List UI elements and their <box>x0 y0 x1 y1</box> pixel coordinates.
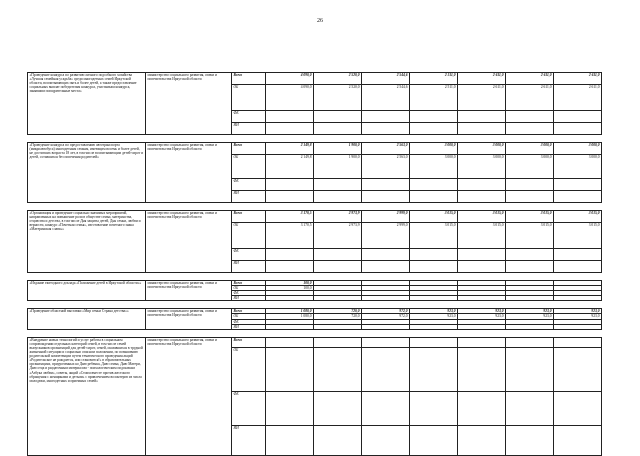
page-number: 26 <box>317 18 323 24</box>
amount-cell <box>410 191 458 203</box>
amount-cell <box>554 249 602 261</box>
amount-cell: 2 563,0 <box>362 155 410 179</box>
program-name: «Внедрение новых технологий и услуг работы в социальном сопровождении отдельных категорий семей, в том числе семей выпускников организаций для детей-сирот, семей, оказавшихся в трудной жизненной ситуации и социально опасном положении, по повышению родительской компетенции путем тематического проведения акций «Родительское не рождается, или становится!» в образовательных организациях, приуроченных ко Дню ребенка, Дню семьи, Дню Матери, Дню отца и раздаточным материалом - психологическим подсказкам «Азбука любви», советы, акций «Стоим вместе против жестокого обращения с женщинами и детьми» с привлечением волонтеров из числа молодежи, многодетных и приемных семей» <box>28 337 146 455</box>
funding-row <box>28 73 602 85</box>
amount-cell: 3 170,5 <box>266 211 314 223</box>
amount-cell <box>410 249 458 261</box>
amount-cell <box>458 337 506 347</box>
amount-cell: 2 999,0 <box>362 211 410 223</box>
amount-cell <box>410 179 458 191</box>
amount-cell <box>506 337 554 347</box>
funding-source-label: ФБ <box>232 319 266 324</box>
program-executor: министерство социального развития, опеки и попечительства Иркутской области <box>146 309 232 329</box>
funding-source-label: ИИ <box>232 261 266 273</box>
amount-cell <box>506 347 554 391</box>
amount-cell: 3 015,0 <box>506 223 554 249</box>
amount-cell <box>314 391 362 425</box>
amount-cell <box>362 111 410 123</box>
program-executor: министерство социального развития, опеки и попечительства Иркутской области <box>146 337 232 455</box>
amount-cell <box>266 111 314 123</box>
amount-cell <box>506 425 554 455</box>
amount-cell <box>554 337 602 347</box>
amount-cell: 3 000,0 <box>458 155 506 179</box>
amount-cell: 2 520,0 <box>314 73 362 85</box>
funding-source-label: ФБ <box>232 179 266 191</box>
section-gap <box>28 329 602 337</box>
amount-cell: 2 611,0 <box>458 73 506 85</box>
amount-cell <box>362 337 410 347</box>
amount-cell <box>554 179 602 191</box>
funding-source-label: ФБ <box>232 111 266 123</box>
amount-cell <box>266 425 314 455</box>
amount-cell: 923,0 <box>554 314 602 319</box>
funding-source-label: ФБ <box>232 291 266 296</box>
amount-cell <box>314 111 362 123</box>
program-executor: министерство социального развития, опеки и попечительства Иркутской области <box>146 143 232 203</box>
amount-cell: 923,0 <box>410 314 458 319</box>
amount-cell: 923,0 <box>458 309 506 314</box>
amount-cell: 2 611,0 <box>506 85 554 111</box>
amount-cell: 2 611,0 <box>506 73 554 85</box>
amount-cell: 3 015,0 <box>458 211 506 223</box>
amount-cell <box>554 425 602 455</box>
program-name: «Проведение областной выставки «Мир семьи Страна детства»» <box>28 309 146 329</box>
amount-cell <box>506 249 554 261</box>
amount-cell: 1 900,0 <box>314 155 362 179</box>
amount-cell: 2 611,0 <box>458 85 506 111</box>
funding-source-label: ОБ <box>232 314 266 319</box>
amount-cell <box>266 347 314 391</box>
amount-cell <box>266 123 314 135</box>
funding-source-label: ИИ <box>232 425 266 455</box>
funding-source-label: ИИ <box>232 123 266 135</box>
amount-cell: 3 000,0 <box>554 143 602 155</box>
amount-cell: 3 000,0 <box>506 143 554 155</box>
section-gap <box>28 301 602 309</box>
amount-cell: 2 544,6 <box>362 85 410 111</box>
amount-cell: 2 563,0 <box>362 143 410 155</box>
program-name: «Проведение конкурса по предоставлению автотранспорта (микроавтобуса) многодетным семьям, имеющим восемь и более детей, не достигших возраста 18 лет, в том числе воспитывающим детей-сирот и детей, оставшихся без попечения родителей» <box>28 143 146 203</box>
amount-cell <box>554 111 602 123</box>
funding-source-label: ОБ <box>232 286 266 291</box>
amount-cell: 3 015,0 <box>410 211 458 223</box>
amount-cell: 3 015,0 <box>410 223 458 249</box>
amount-cell <box>362 425 410 455</box>
amount-cell: 923,0 <box>458 314 506 319</box>
program-name: «Организация и проведение социально значимых мероприятий, направленных на повышение роли в обществе семьи, материнства, отцовства и детства, в том числе Дня защиты детей, Дня семьи, любви и верности, конкурс «Почетная семья», изготовление почетного знака «Материнская слава»» <box>28 211 146 273</box>
amount-cell <box>266 261 314 273</box>
funding-source-label: Всего <box>232 211 266 223</box>
amount-cell <box>410 391 458 425</box>
amount-cell <box>410 347 458 391</box>
funding-source-label: ОБ <box>232 347 266 391</box>
amount-cell: 1 900,0 <box>314 143 362 155</box>
amount-cell <box>362 179 410 191</box>
funding-source-label: Всего <box>232 73 266 85</box>
amount-cell <box>458 179 506 191</box>
amount-cell <box>362 347 410 391</box>
amount-cell <box>314 337 362 347</box>
amount-cell: 2 611,0 <box>554 85 602 111</box>
amount-cell: 100,0 <box>266 286 314 291</box>
amount-cell <box>458 347 506 391</box>
funding-source-label: ФБ <box>232 391 266 425</box>
amount-cell <box>314 123 362 135</box>
amount-cell: 3 000,0 <box>458 143 506 155</box>
amount-cell <box>458 425 506 455</box>
gap-cell <box>28 329 602 337</box>
program-name: «Проведение конкурса по развитию личного подсобного хозяйства «Лучшая семейная усадьба» среди многодетных семей Иркутской области, воспитывающих пять и более детей, а также предоставление социальных выплат победителям конкурса, участникам конкурса, занявшим поощрительные места» <box>28 73 146 135</box>
program-executor: министерство социального развития, опеки и попечительства Иркутской области <box>146 281 232 301</box>
amount-cell: 3 015,0 <box>554 211 602 223</box>
amount-cell <box>554 391 602 425</box>
funding-source-label: ОБ <box>232 223 266 249</box>
amount-cell: 3 000,0 <box>554 155 602 179</box>
gap-cell <box>28 135 602 143</box>
amount-cell <box>362 249 410 261</box>
funding-source-label: Всего <box>232 337 266 347</box>
amount-cell <box>314 179 362 191</box>
amount-cell: 3 170,5 <box>266 223 314 249</box>
amount-cell: 2 973,9 <box>314 223 362 249</box>
funding-source-label: Всего <box>232 143 266 155</box>
gap-cell <box>28 273 602 281</box>
amount-cell <box>314 191 362 203</box>
amount-cell: 3 015,0 <box>506 211 554 223</box>
funding-source-label: ФБ <box>232 249 266 261</box>
amount-cell <box>554 191 602 203</box>
amount-cell: 3 015,0 <box>458 223 506 249</box>
amount-cell <box>314 249 362 261</box>
program-funding-table <box>27 72 602 456</box>
amount-cell <box>314 425 362 455</box>
amount-cell: 972,0 <box>362 309 410 314</box>
gap-cell <box>28 301 602 309</box>
amount-cell <box>410 425 458 455</box>
amount-cell <box>458 123 506 135</box>
amount-cell <box>266 249 314 261</box>
amount-cell: 720,0 <box>314 314 362 319</box>
amount-cell: 923,0 <box>506 314 554 319</box>
amount-cell: 2 149,8 <box>266 155 314 179</box>
amount-cell: 923,0 <box>506 309 554 314</box>
amount-cell: 3 000,0 <box>410 155 458 179</box>
amount-cell <box>410 337 458 347</box>
amount-cell <box>554 347 602 391</box>
amount-cell <box>458 261 506 273</box>
amount-cell <box>410 261 458 273</box>
amount-cell: 2 611,0 <box>554 73 602 85</box>
funding-source-label: Всего <box>232 309 266 314</box>
section-gap <box>28 135 602 143</box>
amount-cell: 2 511,0 <box>410 73 458 85</box>
funding-source-label: ИИ <box>232 324 266 329</box>
amount-cell <box>458 191 506 203</box>
amount-cell <box>314 347 362 391</box>
funding-row <box>28 211 602 223</box>
section-gap <box>28 203 602 211</box>
amount-cell: 3 000,0 <box>506 155 554 179</box>
amount-cell: 720,0 <box>314 309 362 314</box>
amount-cell <box>554 123 602 135</box>
amount-cell: 3 015,0 <box>554 223 602 249</box>
section-gap <box>28 273 602 281</box>
amount-cell <box>458 249 506 261</box>
gap-cell <box>28 203 602 211</box>
amount-cell <box>362 123 410 135</box>
amount-cell <box>362 261 410 273</box>
amount-cell <box>266 191 314 203</box>
amount-cell <box>362 391 410 425</box>
amount-cell <box>458 111 506 123</box>
amount-cell: 4 090,0 <box>266 85 314 111</box>
funding-source-label: ИИ <box>232 296 266 301</box>
amount-cell <box>506 261 554 273</box>
amount-cell <box>506 111 554 123</box>
amount-cell: 2 511,0 <box>410 85 458 111</box>
amount-cell: 923,0 <box>410 309 458 314</box>
funding-source-label: ИИ <box>232 191 266 203</box>
funding-row <box>28 143 602 155</box>
program-name: «Издание ежегодного доклада «Положение детей в Иркутской области»» <box>28 281 146 301</box>
amount-cell: 972,0 <box>362 314 410 319</box>
amount-cell: 2 149,8 <box>266 143 314 155</box>
amount-cell <box>554 261 602 273</box>
amount-cell: 4 090,0 <box>266 73 314 85</box>
amount-cell: 2 973,9 <box>314 211 362 223</box>
funding-source-label: Всего <box>232 281 266 286</box>
amount-cell: 1 080,0 <box>266 314 314 319</box>
amount-cell <box>506 191 554 203</box>
amount-cell: 923,0 <box>554 309 602 314</box>
amount-cell <box>506 179 554 191</box>
funding-source-label: ОБ <box>232 155 266 179</box>
amount-cell <box>506 391 554 425</box>
program-executor: министерство социального развития, опеки и попечительства Иркутской области <box>146 211 232 273</box>
amount-cell <box>458 391 506 425</box>
amount-cell <box>410 123 458 135</box>
amount-cell <box>314 261 362 273</box>
amount-cell <box>362 191 410 203</box>
amount-cell: 1 080,0 <box>266 309 314 314</box>
amount-cell: 100,0 <box>266 281 314 286</box>
funding-row <box>28 337 602 347</box>
amount-cell <box>266 179 314 191</box>
amount-cell: 2 999,0 <box>362 223 410 249</box>
program-executor: министерство социального развития, опеки и попечительства Иркутской области <box>146 73 232 135</box>
funding-source-label: ОБ <box>232 85 266 111</box>
amount-cell: 2 544,6 <box>362 73 410 85</box>
amount-cell <box>506 123 554 135</box>
amount-cell: 2 520,0 <box>314 85 362 111</box>
amount-cell <box>266 391 314 425</box>
amount-cell <box>410 111 458 123</box>
amount-cell: 3 000,0 <box>410 143 458 155</box>
amount-cell <box>266 337 314 347</box>
